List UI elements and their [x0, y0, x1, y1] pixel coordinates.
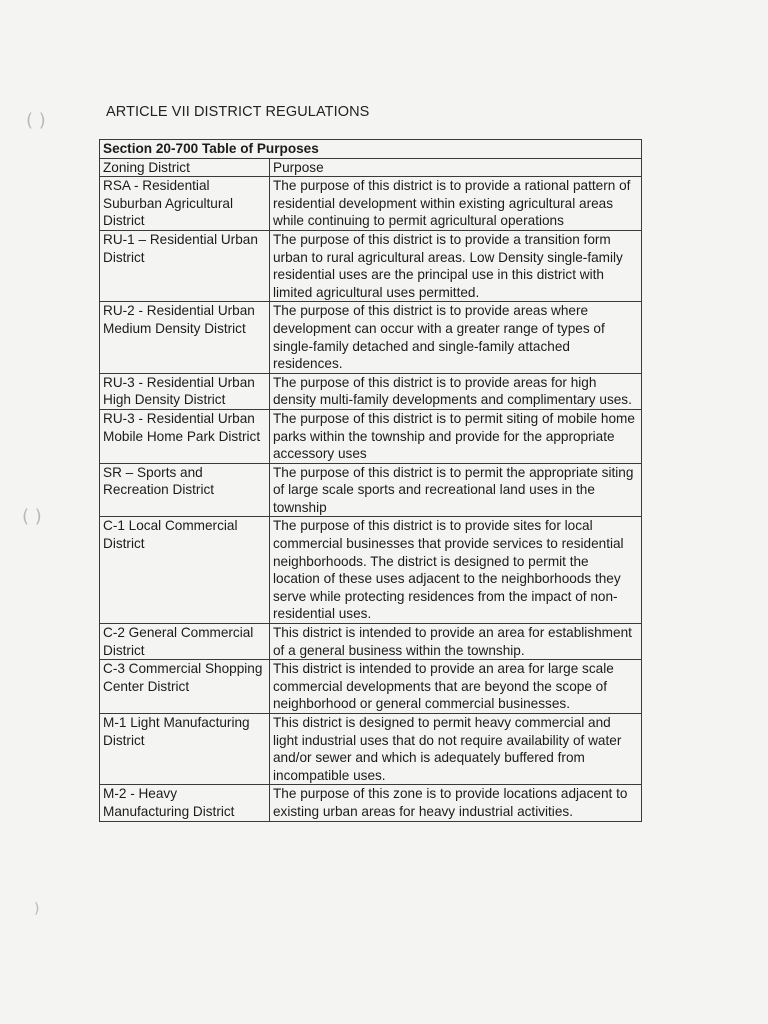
purpose-cell: This district is intended to provide an area for establishment of a general business within the township.: [270, 624, 642, 660]
table-row: [100, 177, 642, 231]
purpose-cell: The purpose of this district is to permit the appropriate siting of large scale sports and recreational land uses in the township: [270, 463, 642, 517]
table-header-row: [100, 158, 642, 177]
district-cell: RSA - Residential Suburban Agricultural District: [100, 177, 270, 231]
purpose-cell: The purpose of this district is to provide areas for high density multi-family developments and complimentary uses.: [270, 373, 642, 409]
district-cell: SR – Sports and Recreation District: [100, 463, 270, 517]
section-title: Section 20-700 Table of Purposes: [100, 140, 642, 159]
column-header-purpose: Purpose: [270, 158, 642, 177]
article-heading: ARTICLE VII DISTRICT REGULATIONS: [106, 104, 370, 120]
binder-hole-mark-top: ( ): [26, 110, 46, 131]
district-cell: C-1 Local Commercial District: [100, 517, 270, 624]
purpose-cell: The purpose of this district is to provide areas where development can occur with a greater range of types of single-family detached and single-family attached residences.: [270, 302, 642, 373]
table-row: [100, 463, 642, 517]
district-cell: M-1 Light Manufacturing District: [100, 714, 270, 785]
table-row: [100, 517, 642, 624]
purpose-cell: This district is designed to permit heavy commercial and light industrial uses that do not require availability of water and/or sewer and which is adequately buffered from incompatible uses.: [270, 714, 642, 785]
district-cell: M-2 - Heavy Manufacturing District: [100, 785, 270, 821]
district-cell: RU-1 – Residential Urban District: [100, 230, 270, 301]
table-row: [100, 409, 642, 463]
table-row: [100, 302, 642, 373]
table-title-row: [100, 140, 642, 159]
table-row: [100, 714, 642, 785]
purpose-cell: The purpose of this district is to provide sites for local commercial businesses that provide services to residential neighborhoods. The district is designed to permit the location of these uses adjacent to the neighborhoods they serve while protecting residences from the impact of non-residential uses.: [270, 517, 642, 624]
district-cell: C-3 Commercial Shopping Center District: [100, 660, 270, 714]
purpose-cell: This district is intended to provide an area for large scale commercial developments that are beyond the scope of neighborhood or general commercial businesses.: [270, 660, 642, 714]
table-row: [100, 230, 642, 301]
table-row: [100, 660, 642, 714]
purpose-cell: The purpose of this district is to provide a transition form urban to rural agricultural areas. Low Density single-family residential uses are the principal use in this district with limited agricultural uses permitted.: [270, 230, 642, 301]
district-cell: RU-3 - Residential Urban Mobile Home Park District: [100, 409, 270, 463]
table-row: [100, 373, 642, 409]
purpose-cell: The purpose of this zone is to provide locations adjacent to existing urban areas for heavy industrial activities.: [270, 785, 642, 821]
table-of-purposes: [99, 139, 642, 822]
purpose-cell: The purpose of this district is to provide a rational pattern of residential development within existing agricultural areas while continuing to permit agricultural operations: [270, 177, 642, 231]
table-row: [100, 624, 642, 660]
binder-hole-mark-bottom: ): [34, 901, 40, 917]
district-cell: RU-3 - Residential Urban High Density District: [100, 373, 270, 409]
binder-hole-mark-middle: ( ): [22, 506, 42, 527]
district-cell: RU-2 - Residential Urban Medium Density District: [100, 302, 270, 373]
table-row: [100, 785, 642, 821]
column-header-zoning-district: Zoning District: [100, 158, 270, 177]
district-cell: C-2 General Commercial District: [100, 624, 270, 660]
purpose-cell: The purpose of this district is to permit siting of mobile home parks within the township and provide for the appropriate accessory uses: [270, 409, 642, 463]
